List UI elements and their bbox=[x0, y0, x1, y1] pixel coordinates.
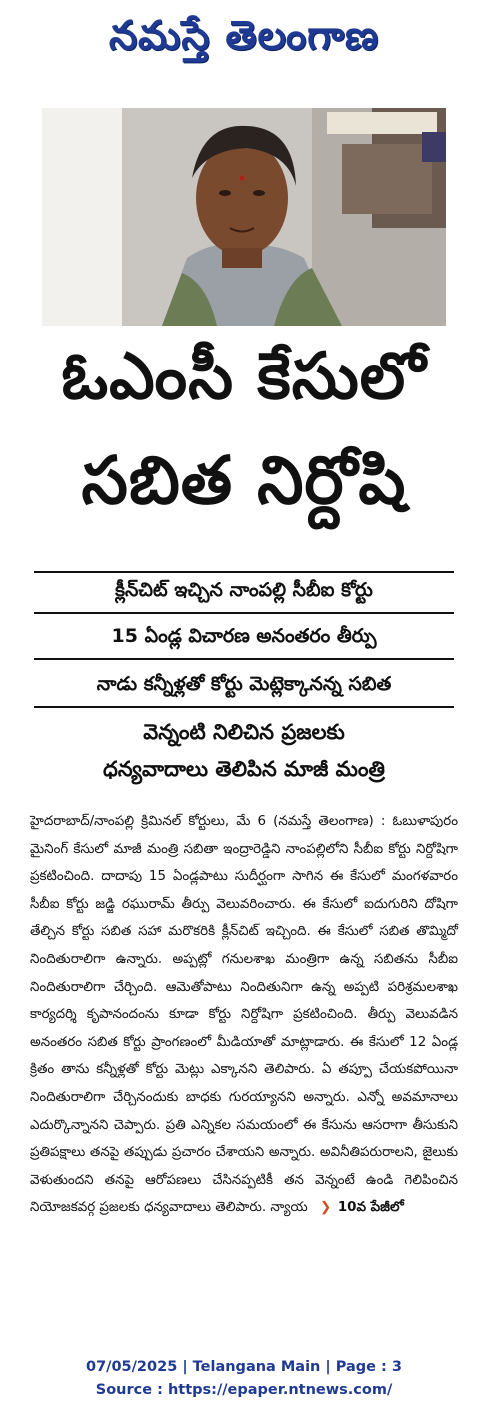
headline-line-2: సబిత నిర్దోషి bbox=[81, 442, 407, 519]
subhead-2: 15 ఏండ్ల విచారణ అనంతరం తీర్పు bbox=[34, 619, 454, 660]
continued-on-page-link[interactable] bbox=[320, 1194, 404, 1222]
headline-line-1: ఓఎంసీ కేసులో bbox=[61, 340, 427, 414]
continued-label: 10వ పేజీలో bbox=[337, 1200, 404, 1216]
photo-illustration bbox=[42, 108, 446, 326]
kicker-line-2: ధన్యవాదాలు తెలిపిన మాజీ మంత్రి bbox=[103, 757, 385, 781]
article-body-text: హైదరాబాద్/నాంపల్లి క్రిమినల్ కోర్టులు, మే 6 (నమస్తే తెలంగాణ) : ఓబుళాపురం మైనింగ్ కేసులో మాజీ మంత్రి సబితా ఇంద్రారెడ్డిని నాంపల్లిలోని సీబీఐ కోర్టు నిర్దోషిగా ప్రకటించింది. దాదాపు 15 ఏండ్లపాటు సుదీర్ఘంగా సాగిన ఈ కేసులో మంగళవారం సీబీఐ కోర్టు జడ్జి రఘురామ్ తీర్పు వెలువరించారు. ఈ కేసులో ఐదుగురిని దోషిగా తేల్చిన కోర్టు సబిత సహా మరొకరికి క్లీన్‌చిట్ ఇచ్చింది. ఈ కేసులో సబిత తొమ్మిదో నిందితురాలిగా ఉన్నారు. అప్పట్లో గనులశాఖ మంత్రిగా ఉన్న సబితను సీబీఐ నిందితురాలిగా చేర్చింది. ఆమెతోపాటు నిందితునిగా ఉన్న అప్పటి పరిశ్రమలశాఖ కార్యదర్శి కృపానందంను కూడా కోర్టు నిర్దోషిగా ప్రకటించింది. తీర్పు వెలువడిన అనంతరం సబిత కోర్టు ప్రాంగణంలో మీడియాతో మాట్లాడారు. ఈ కేసులో 12 ఏండ్ల క్రితం తాను కన్నీళ్లతో కోర్టు మెట్లు ఎక్కానని తెలిపారు. ఏ తప్పూ చేయకపోయినా నిందితురాలిగా చేర్చినందుకు బాధకు గురయ్యానని అన్నారు. ఎన్నో అవమానాలు ఎదుర్కొన్నానని చెప్పారు. ప్రతి ఎన్నికల సమయంలో ఈ కేసును ఆసరాగా తీసుకుని ప్రతిపక్షాలు తనపై తప్పుడు ప్రచారం చేశాయని అన్నారు. అవినీతిపరురాలని, జైలుకు వెళుతుందని తనపై ఆరోపణలు చేసినప్పటికీ తన వెన్నంటే ఉండి గెలిపించిన నియోజకవర్గ ప్రజలకు ధన్యవాదాలు తెలిపారు. న్యాయ bbox=[30, 814, 458, 1216]
subhead-1: క్లీన్‌చిట్ ఇచ్చిన నాంపల్లి సీబీఐ కోర్టు bbox=[34, 571, 454, 614]
footer-source[interactable]: Source : https://epaper.ntnews.com/ bbox=[95, 1382, 393, 1398]
chevron-right-icon: ❯ bbox=[319, 1200, 332, 1216]
kicker-line-1: వెన్నంటి నిలిచిన ప్రజలకు bbox=[143, 720, 345, 744]
masthead bbox=[0, 0, 488, 82]
masthead-title: నమస్తే తెలంగాణ bbox=[108, 13, 380, 59]
article-body bbox=[30, 808, 458, 1222]
subhead-3: నాడు కన్నీళ్లతో కోర్టు మెట్లెక్కానన్న సబిత bbox=[34, 667, 454, 708]
footer-edition-info: 07/05/2025 | Telangana Main | Page : 3 bbox=[85, 1359, 402, 1375]
article-photo bbox=[42, 108, 446, 326]
